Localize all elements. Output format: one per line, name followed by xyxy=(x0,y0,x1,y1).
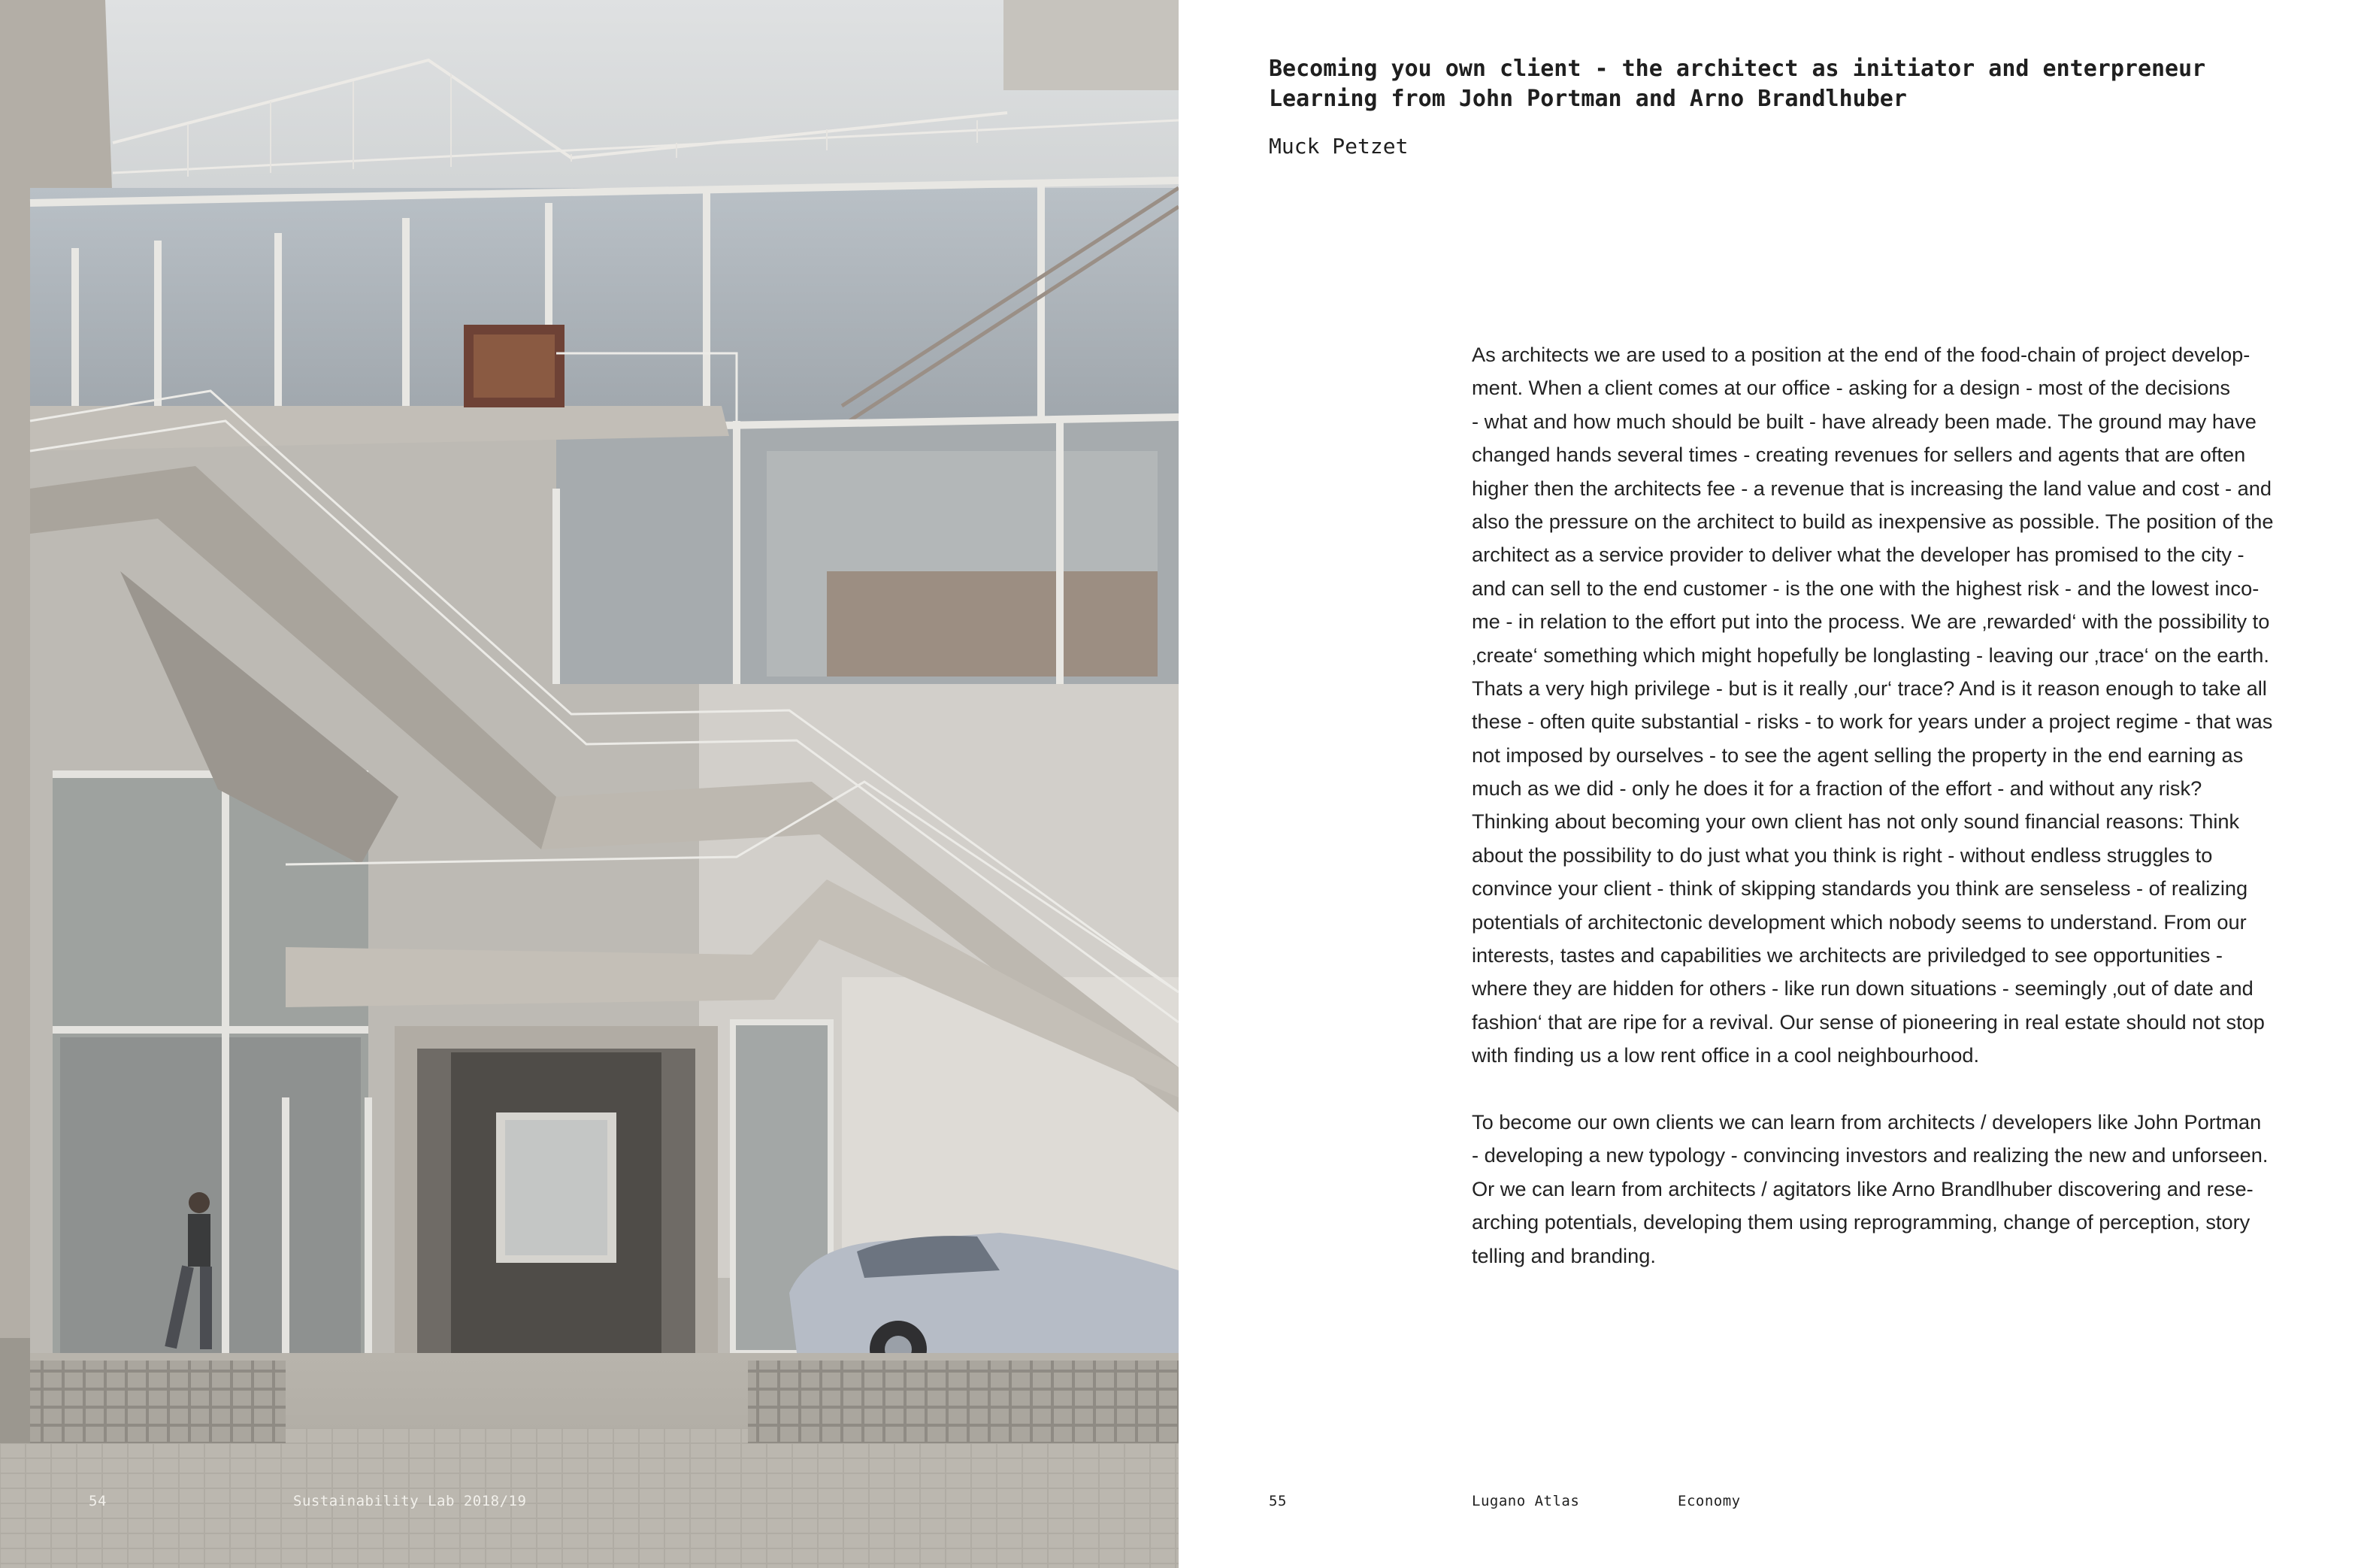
paragraph xyxy=(1472,1106,2280,1273)
building-courtyard-photo-icon xyxy=(0,0,1179,1568)
paragraph-line: potentials of architectonic development which nobody seems to understand. From our xyxy=(1472,910,2247,934)
paragraph-line: fashion‘ that are ripe for a revival. Our sense of pioneering in real estate should not stop xyxy=(1472,1010,2265,1034)
footer-label-publication: Lugano Atlas xyxy=(1472,1493,1580,1509)
paragraph-line: Thinking about becoming your own client has not only sound financial reasons: Think xyxy=(1472,810,2240,834)
paragraph-line: - developing a new typology - convincing investors and realizing the new and unforseen. xyxy=(1472,1143,2269,1167)
paragraph-line: also the pressure on the architect to build as inexpensive as possible. The position of the xyxy=(1472,509,2274,533)
article-body xyxy=(1472,338,2280,1273)
paragraph-line: ‚create‘ something which might hopefully be longlasting - leaving our ‚trace‘ on the earth. xyxy=(1472,643,2269,667)
paragraph-line: Thats a very high privilege - but is it really ‚our‘ trace? And is it reason enough to take all xyxy=(1472,676,2267,700)
title-line-1: Becoming you own client - the architect as initiator and enterpreneur xyxy=(1269,56,2206,82)
footer-label-left: Sustainability Lab 2018/19 xyxy=(293,1493,527,1509)
paragraph-line: me - in relation to the effort put into the process. We are ‚rewarded‘ with the possibility to xyxy=(1472,610,2270,634)
paragraph-gap xyxy=(1472,1073,2280,1106)
article-title xyxy=(1269,54,2276,114)
paragraph-line: ment. When a client comes at our office - asking for a design - most of the decisions xyxy=(1472,376,2230,400)
paragraph-line: higher then the architects fee - a revenue that is increasing the land value and cost - and xyxy=(1472,476,2272,500)
paragraph-line: arching potentials, developing them using reprogramming, change of perception, story xyxy=(1472,1210,2250,1234)
paragraph-line: and can sell to the end customer - is the one with the highest risk - and the lowest inco- xyxy=(1472,576,2260,600)
architecture-photo xyxy=(0,0,1179,1568)
title-line-2: Learning from John Portman and Arno Brandlhuber xyxy=(1269,86,1907,112)
paragraph-line: Or we can learn from architects / agitators like Arno Brandlhuber discovering and rese- xyxy=(1472,1176,2253,1200)
paragraph-line: convince your client - think of skipping standards you think are senseless - of realizing xyxy=(1472,876,2248,901)
paragraph-line: - what and how much should be built - have already been made. The ground may have xyxy=(1472,409,2257,433)
paragraph-line: not imposed by ourselves - to see the agent selling the property in the end earning as xyxy=(1472,743,2244,767)
author-name: Muck Petzet xyxy=(1269,134,1409,159)
page-number-right: 55 xyxy=(1269,1493,1287,1509)
paragraph-line: where they are hidden for others - like run down situations - seemingly ‚out of date and xyxy=(1472,976,2253,1000)
paragraph-line: As architects we are used to a position at the end of the food-chain of project develop- xyxy=(1472,343,2250,366)
paragraph-line: changed hands several times - creating revenues for sellers and agents that are often xyxy=(1472,443,2246,467)
paragraph-line: about the possibility to do just what you think is right - without endless struggles to xyxy=(1472,843,2213,867)
paragraph-line: much as we did - only he does it for a fraction of the effort - and without any risk? xyxy=(1472,776,2202,801)
page-number-left: 54 xyxy=(89,1493,107,1509)
paragraph-line: architect as a service provider to deliver what the developer has promised to the city - xyxy=(1472,543,2244,567)
paragraph-line: telling and branding. xyxy=(1472,1243,1656,1267)
paragraph-line: interests, tastes and capabilities we architects are priviledged to see opportunities - xyxy=(1472,943,2223,967)
paragraph-line: these - often quite substantial - risks - to work for years under a project regime - that was xyxy=(1472,710,2273,734)
paragraph-line: To become our own clients we can learn from architects / developers like John Portman xyxy=(1472,1109,2262,1134)
paragraph-line: with finding us a low rent office in a cool neighbourhood. xyxy=(1472,1043,1980,1067)
footer-label-section: Economy xyxy=(1678,1493,1741,1509)
paragraph xyxy=(1472,338,2280,1073)
